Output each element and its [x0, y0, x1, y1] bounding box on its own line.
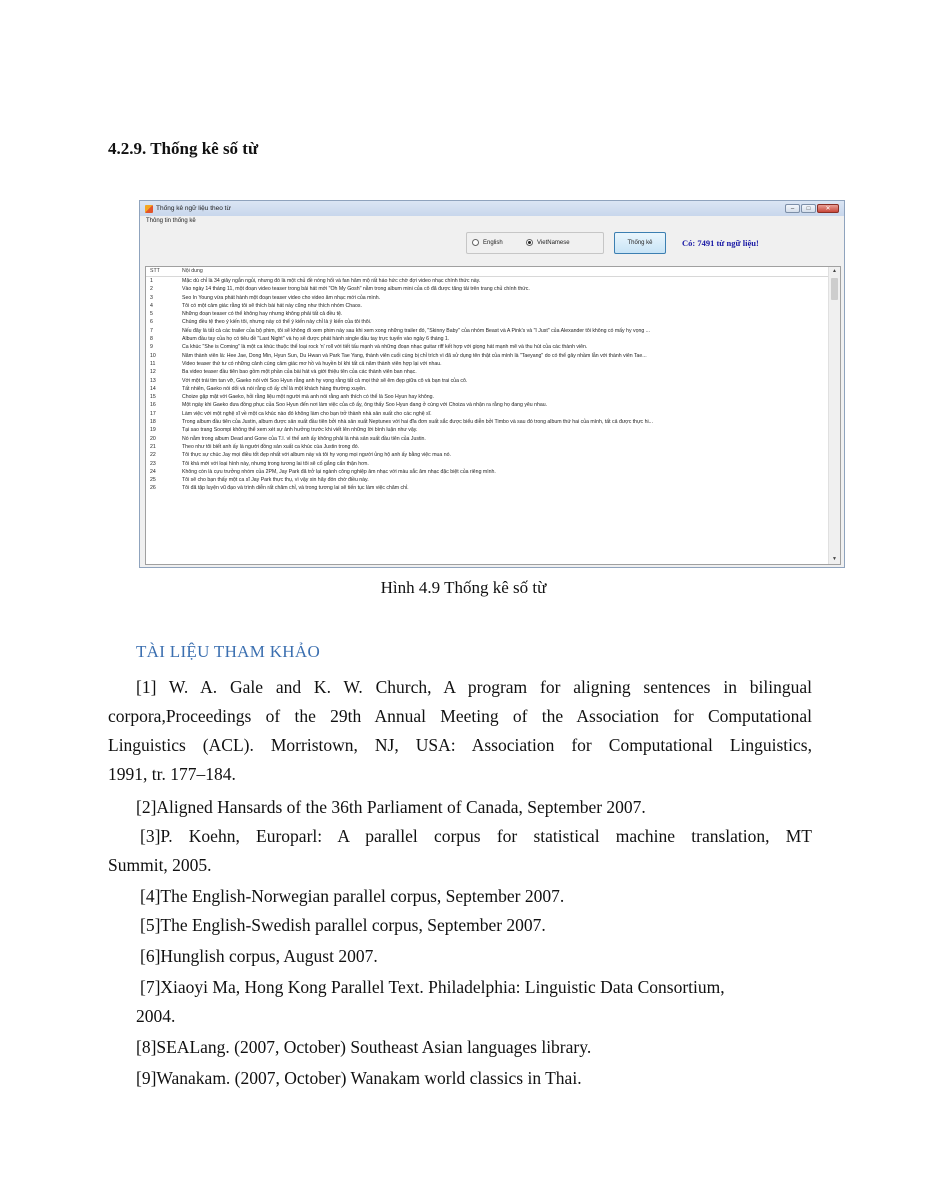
reference-1-line-3: Linguistics (ACL). Morristown, NJ, USA: Association for Computational Linguistics, — [108, 735, 812, 755]
cell-content[interactable]: Tất nhiên, Gaeko nói dối và nói rằng cô ấy chỉ là một khách hàng thường xuyên. — [182, 385, 367, 392]
table-row[interactable] — [146, 360, 828, 368]
reference-7-line-1: [7]Xiaoyi Ma, Hong Kong Parallel Text. Philadelphia: Linguistic Data Consortium, — [140, 977, 725, 997]
section-heading: 4.2.9. Thống kê số từ — [108, 139, 259, 158]
word-count-result: Có: 7491 từ ngữ liệu! — [682, 238, 759, 248]
table-row[interactable] — [146, 352, 828, 360]
cell-content[interactable]: Nó nằm trong album Dead and Gone của T.I. vì thế anh ấy không phải là nhà sản xuất đầu tiên của Justin. — [182, 435, 426, 442]
cell-stt[interactable]: 17 — [150, 410, 156, 417]
cell-stt[interactable]: 11 — [150, 360, 156, 367]
column-header-content[interactable]: Nội dung — [182, 268, 203, 274]
cell-stt[interactable]: 21 — [150, 443, 156, 450]
reference-3-line-2: Summit, 2005. — [108, 855, 212, 875]
radio-vietnamese-label: VietNamese — [537, 239, 570, 246]
cell-stt[interactable]: 19 — [150, 427, 156, 434]
table-row[interactable] — [146, 335, 828, 343]
cell-stt[interactable]: 24 — [150, 468, 156, 475]
statistics-window — [139, 200, 845, 568]
table-row[interactable] — [146, 343, 828, 351]
figure-caption: Hình 4.9 Thống kê số từ — [380, 578, 547, 597]
scroll-down-arrow-icon[interactable]: ▼ — [832, 556, 837, 562]
cell-content[interactable]: Với một trái tim tan vỡ, Gaeko nói với Soo Hyun rằng anh hy vọng rằng tất cả mọi thứ sẽ êm đẹp giữa cô và bạn trai của cô. — [182, 377, 468, 384]
table-row[interactable] — [146, 468, 828, 476]
cell-content[interactable]: Tôi đã tập luyện vũ đạo và trình diễn rất chăm chỉ, và trong tương lai sẽ tiến tục làm việc chăm chỉ. — [182, 485, 409, 492]
reference-1-line-2: corpora,Proceedings of the 29th Annual Meeting of the Association for Computational — [108, 706, 812, 726]
table-row[interactable] — [146, 318, 828, 326]
grid-rows — [146, 267, 828, 493]
table-row[interactable] — [146, 451, 828, 459]
app-icon — [145, 205, 153, 213]
table-row[interactable] — [146, 460, 828, 468]
cell-stt[interactable]: 14 — [150, 385, 156, 392]
cell-content[interactable]: Năm thành viên là: Hee Jae, Dong Min, Hyun Sun, Du Hwan và Park Tae Yang, thành viên cuối cùng bị chỉ trích vì đã sử dụng tên thật của mình là "Taeyang" do có thể gây nhầm lẫn với thành viên Tae... — [182, 352, 647, 359]
reference-6: [6]Hunglish corpus, August 2007. — [140, 946, 378, 966]
cell-content[interactable]: Ca khúc "She is Coming" là một ca khúc thuộc thể loại rock 'n' roll với tiết tấu mạnh và những đoạn nhạc guitar riff kết hợp với giọng hát mạnh mẽ và thu hút của các thành viên. — [182, 344, 588, 351]
cell-content[interactable]: Seo In Young vừa phát hành một đoạn teaser video cho video âm nhạc mới của mình. — [182, 294, 381, 301]
cell-content[interactable]: Không còn là cựu trưởng nhóm của 2PM, Jay Park đã trở lại ngành công nghiệp âm nhạc với màu sắc âm nhạc đặc biệt của riêng mình. — [182, 468, 496, 475]
cell-content[interactable]: Tại sao trang Soompi không thể xem xét sự ảnh hưởng trước khi viết lên những lời bình luận như vậy. — [182, 427, 418, 434]
radio-english[interactable] — [472, 239, 503, 246]
cell-stt[interactable]: 15 — [150, 394, 156, 401]
reference-1-line-1: [1] W. A. Gale and K. W. Church, A program for aligning sentences in bilingual — [136, 677, 812, 697]
cell-stt[interactable]: 7 — [150, 327, 153, 334]
table-row[interactable] — [146, 426, 828, 434]
cell-content[interactable]: Vào ngày 14 tháng 11, một đoạn video teaser trong bài hát mới "Oh My Gosh" nằm trong album mini của cô đã được tăng tải trên trang chủ chính thức. — [182, 286, 530, 293]
table-row[interactable] — [146, 443, 828, 451]
close-button[interactable]: ✕ — [817, 204, 839, 213]
cell-content[interactable]: Trong album đầu tiên của Justin, album được sản xuất đầu tiên bởi nhà sản xuất Neptunes với hai đĩa đơn xuất sắc được biểu diễn bởi Timbo và sau đó trong album thứ hai của mình, tất cả được thực hi... — [182, 419, 653, 426]
cell-content[interactable]: Chúng đều tệ theo ý kiến tôi, nhưng này có thể ý kiến này chỉ là ý kiến của tôi thôi. — [182, 319, 372, 326]
cell-stt[interactable]: 2 — [150, 286, 153, 293]
cell-stt[interactable]: 8 — [150, 336, 153, 343]
column-header-stt[interactable]: STT — [150, 268, 160, 274]
radio-vietnamese[interactable] — [526, 239, 570, 246]
table-row[interactable] — [146, 418, 828, 426]
scroll-thumb[interactable] — [831, 278, 838, 300]
table-row[interactable] — [146, 484, 828, 492]
reference-7-line-2: 2004. — [136, 1006, 176, 1026]
cell-content[interactable]: Tôi thực sự chúc Jay mọi điều tốt đẹp nhất với album này và tôi hy vọng mọi người ủng hộ anh ấy bằng việc mua nó. — [182, 452, 451, 459]
cell-stt[interactable]: 25 — [150, 477, 156, 484]
cell-content[interactable]: Video teaser thứ tư có những cảnh cùng cảm giác mơ hồ và huyền bí khi tất cả năm thành viên hợp lại với nhau. — [182, 360, 442, 367]
cell-content[interactable]: Choize gặp mặt với Gaeko, hỏi rằng liệu một người mà anh nói rằng anh thích có thể là Soo Hyun hay không. — [182, 394, 434, 401]
cell-stt[interactable]: 3 — [150, 294, 153, 301]
cell-stt[interactable]: 5 — [150, 311, 153, 318]
reference-3-line-1: [3]P. Koehn, Europarl: A parallel corpus for statistical machine translation, MT — [140, 826, 812, 846]
cell-content[interactable]: Theo như tôi biết anh ấy là người đồng sản xuất ca khúc cùa Justin trong đó. — [182, 443, 360, 450]
cell-content[interactable]: Nếu đây là tất cả các trailer của bộ phim, tôi sẽ không đi xem phim này sau khi xem xong những trailer đó, "Skinny Baby" của nhóm Beast và A Pink's và "I Just" của Alexander tôi không có mấy hy vọng ... — [182, 327, 650, 334]
radio-english-label: English — [483, 239, 503, 246]
reference-8: [8]SEALang. (2007, October) Southeast Asian languages library. — [136, 1037, 592, 1057]
table-row[interactable] — [146, 435, 828, 443]
table-row[interactable] — [146, 327, 828, 335]
statistics-button[interactable]: Thống kê — [614, 232, 666, 254]
cell-stt[interactable]: 6 — [150, 319, 153, 326]
table-row[interactable] — [146, 302, 828, 310]
radio-vietnamese-circle[interactable] — [526, 239, 533, 246]
scroll-up-arrow-icon[interactable]: ▲ — [832, 268, 837, 274]
cell-stt[interactable]: 22 — [150, 452, 156, 459]
cell-stt[interactable]: 23 — [150, 460, 156, 467]
radio-english-circle[interactable] — [472, 239, 479, 246]
cell-content[interactable]: Làm việc với một nghệ sĩ về một ca khúc nào đó không làm cho bạn trở thành nhà sản xuất cho các nghệ sĩ. — [182, 410, 432, 417]
table-row[interactable] — [146, 476, 828, 484]
reference-2: [2]Aligned Hansards of the 36th Parliament of Canada, September 2007. — [136, 797, 646, 817]
cell-stt[interactable]: 9 — [150, 344, 153, 351]
minimize-button[interactable]: – — [785, 204, 800, 213]
grid-header-row — [146, 267, 828, 277]
reference-9: [9]Wanakam. (2007, October) Wanakam world classics in Thai. — [136, 1068, 582, 1088]
reference-1-line-4: 1991, tr. 177–184. — [108, 764, 236, 784]
table-row[interactable] — [146, 410, 828, 418]
cell-content[interactable]: Mặc dù chỉ là 34 giây ngắn ngủi, nhưng đó là một chủ đề nóng hổi và fan hâm mộ rất háo hức chờ đợi video nhạc chính thức này. — [182, 278, 481, 284]
cell-content[interactable]: Tôi có một cảm giác rằng tôi sẽ thích bài hát này cũng như thích nhóm Chaos. — [182, 302, 362, 309]
cell-stt[interactable]: 13 — [150, 377, 156, 384]
menu-statistics-info[interactable]: Thông tin thống kê — [146, 218, 196, 224]
cell-stt[interactable]: 12 — [150, 369, 156, 376]
table-row[interactable] — [146, 401, 828, 409]
cell-stt[interactable]: 20 — [150, 435, 156, 442]
table-row[interactable] — [146, 385, 828, 393]
table-row[interactable] — [146, 294, 828, 302]
references-heading: TÀI LIỆU THAM KHẢO — [136, 642, 321, 661]
table-row[interactable] — [146, 285, 828, 293]
table-row[interactable] — [146, 277, 828, 285]
table-row[interactable] — [146, 310, 828, 318]
table-row[interactable] — [146, 377, 828, 385]
cell-content[interactable]: Album đầu tay của họ có tiêu đề "Last Night" và họ sẽ được phát hành single đầu tay trực tuyến vào ngày 6 tháng 1. — [182, 336, 450, 343]
cell-content[interactable]: Tôi sẽ cho bạn thấy một ca sĩ Jay Park thực thụ, vì vậy xin hãy đón chờ điều này. — [182, 477, 369, 484]
window-title: Thống kê ngữ liệu theo từ — [156, 205, 231, 212]
language-radio-group — [466, 232, 604, 254]
table-row[interactable] — [146, 368, 828, 376]
cell-stt[interactable]: 16 — [150, 402, 156, 409]
vertical-scrollbar[interactable] — [828, 267, 840, 564]
cell-content[interactable]: Những đoạn teaser có thể không hay nhưng không phải tất cả đều tệ. — [182, 311, 343, 318]
cell-stt[interactable]: 26 — [150, 485, 156, 492]
cell-content[interactable]: Một ngày khi Gaeko đưa đồng phục của Soo Hyun đến nơi làm việc của cô ấy, ông thấy Soo Hyun đang ở cùng với Choiza và nhận ra rằng họ đang yêu nhau. — [182, 402, 548, 409]
cell-stt[interactable]: 18 — [150, 419, 156, 426]
window-titlebar — [140, 201, 844, 216]
cell-stt[interactable]: 1 — [150, 278, 153, 284]
corpus-data-grid[interactable] — [145, 266, 841, 565]
cell-content[interactable]: Tôi khá mới với loại hình này, nhưng trong tương lai tôi sẽ cố gắng cẩn thận hơn. — [182, 460, 369, 467]
reference-4: [4]The English-Norwegian parallel corpus, September 2007. — [140, 886, 565, 906]
cell-stt[interactable]: 10 — [150, 352, 156, 359]
cell-content[interactable]: Ba video teaser đầu tiên bao gồm một phần của bài hát và giới thiệu tên của các thành viên ban nhạc. — [182, 369, 417, 376]
cell-stt[interactable]: 4 — [150, 302, 153, 309]
reference-5: [5]The English-Swedish parallel corpus, September 2007. — [140, 915, 546, 935]
table-row[interactable] — [146, 393, 828, 401]
maximize-button[interactable]: □ — [801, 204, 816, 213]
